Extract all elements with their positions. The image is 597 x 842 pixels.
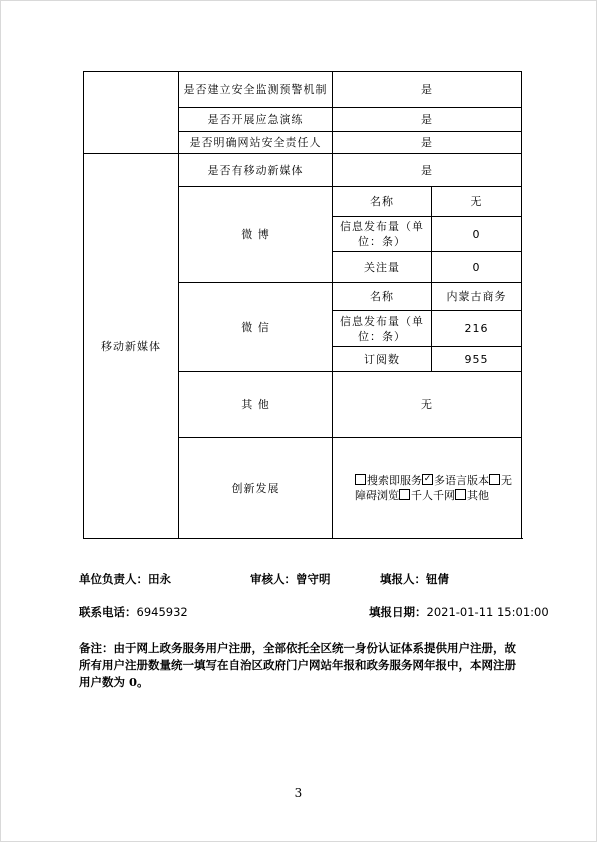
option-personalized[interactable]: [399, 489, 455, 502]
weibo-follow-label: 关注量: [333, 252, 432, 283]
weibo-name-label: 名称: [333, 187, 432, 217]
row-value: 是: [333, 154, 522, 187]
weibo-follow-value: 0: [432, 252, 522, 283]
row-label: 是否明确网站安全责任人: [179, 132, 333, 154]
checkbox-unchecked-icon[interactable]: [399, 489, 410, 500]
other-label: 其 他: [179, 372, 333, 438]
checkbox-checked-icon[interactable]: [422, 474, 433, 485]
row-value: 是: [333, 132, 522, 154]
contact-phone: [79, 604, 188, 620]
wechat-posts-value: 216: [432, 311, 522, 347]
wechat-name-value: 内蒙古商务: [432, 283, 522, 311]
wechat-posts-label: 信息发布量（单位：条）: [333, 311, 432, 347]
row-value: 是: [333, 108, 522, 132]
date-label: 填报日期：: [369, 605, 427, 619]
checkbox-unchecked-icon[interactable]: [355, 474, 366, 485]
report-table: [83, 71, 522, 539]
row-label: 是否开展应急演练: [179, 108, 333, 132]
responsible-person: 单位负责人：田永: [79, 572, 171, 586]
weibo-posts-label: 信息发布量（单位：条）: [333, 217, 432, 252]
section-label-innovation: 创新发展: [179, 438, 333, 539]
option-label: 搜索即服务: [367, 474, 422, 487]
fill-date: [369, 604, 549, 620]
row-label: 是否有移动新媒体: [179, 154, 333, 187]
reviewer: 审核人：曾守明: [250, 572, 331, 586]
note: 备注：由于网上政务服务用户注册，全部依托全区统一身份认证体系提供用户注册，故所有用户注册数量统一填写在自治区政府门户网站年报和政务服务网年报中，本网注册用户数为 0。: [79, 641, 516, 689]
other-value: 无: [333, 372, 522, 438]
option-multilingual[interactable]: [422, 474, 489, 487]
wechat-subs-value: 955: [432, 347, 522, 372]
row-label: 是否建立安全监测预警机制: [179, 72, 333, 108]
option-search-as-service[interactable]: [355, 474, 422, 487]
section-label-mobile-media: 移动新媒体: [84, 154, 179, 539]
option-label: 其他: [467, 489, 489, 502]
table-row: [84, 154, 522, 187]
filler: 填报人：钮倩: [380, 572, 449, 586]
phone-value: 6945932: [136, 605, 188, 619]
checkbox-unchecked-icon[interactable]: [489, 474, 500, 485]
weibo-name-value: 无: [432, 187, 522, 217]
row-value: 是: [333, 72, 522, 108]
date-value: 2021-01-11 15:01:00: [426, 605, 549, 619]
weibo-label: 微 博: [179, 187, 333, 283]
wechat-label: 微 信: [179, 283, 333, 372]
weibo-posts-value: 0: [432, 217, 522, 252]
wechat-subs-label: 订阅数: [333, 347, 432, 372]
option-label: 多语言版本: [434, 474, 489, 487]
table-row: [84, 72, 522, 108]
page-number: 3: [294, 786, 303, 800]
checkbox-unchecked-icon[interactable]: [455, 489, 466, 500]
option-label: 千人千网: [411, 489, 455, 502]
wechat-name-label: 名称: [333, 283, 432, 311]
phone-label: 联系电话：: [79, 605, 137, 619]
option-other[interactable]: [455, 489, 489, 502]
empty-section-cell: [84, 72, 179, 154]
innovation-options: [333, 438, 522, 539]
option-label: 无障碍浏览: [355, 474, 512, 502]
